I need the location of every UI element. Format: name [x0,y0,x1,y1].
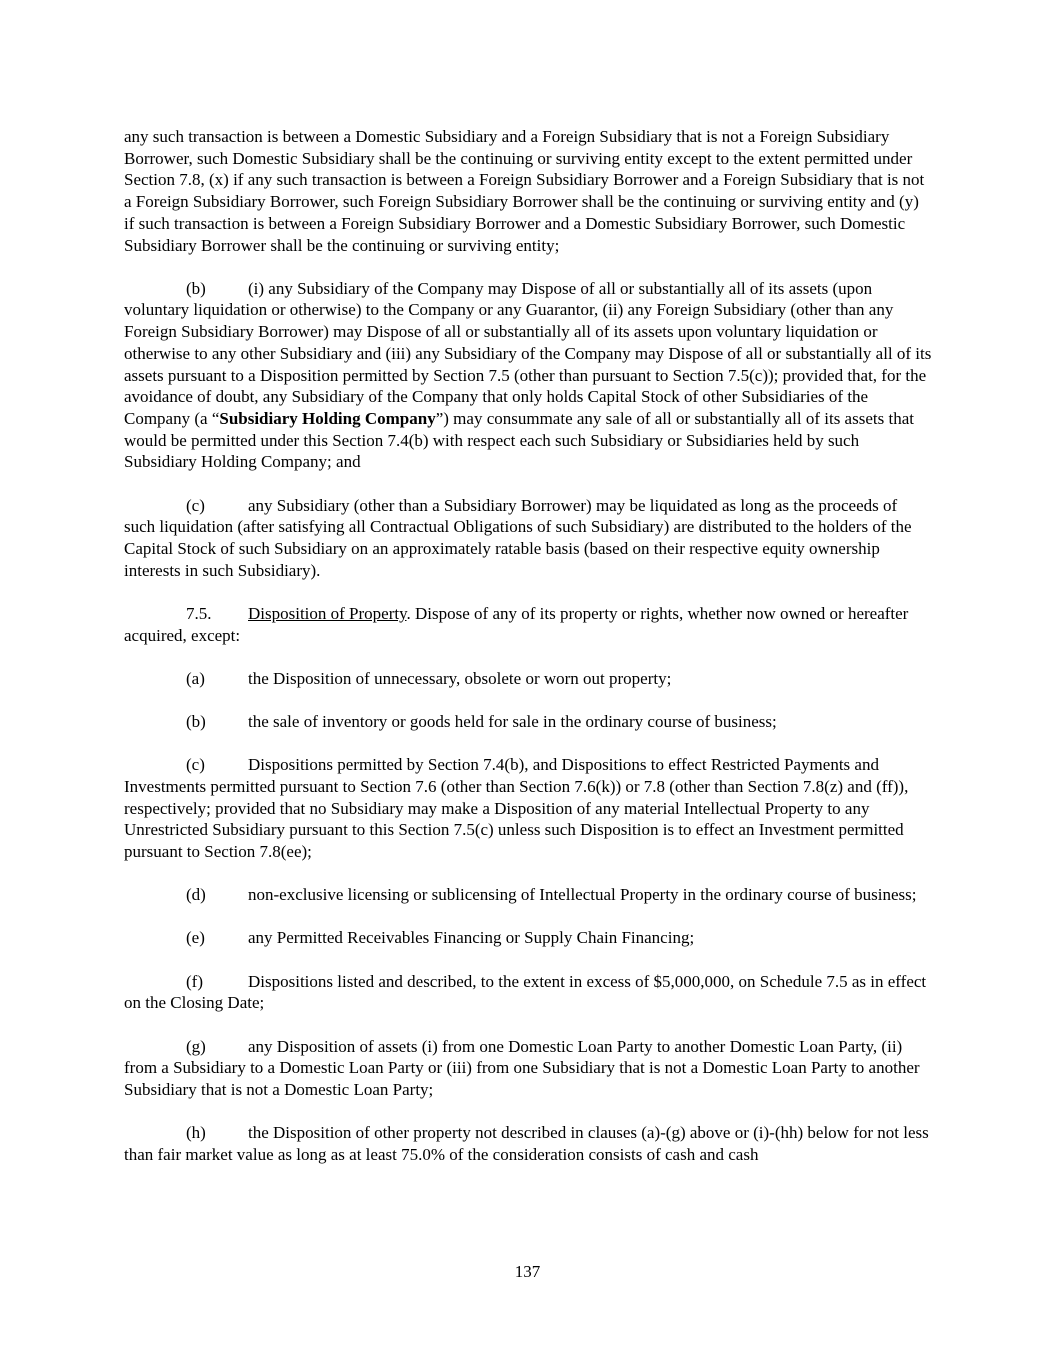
paragraph-7-4-a-continued: any such transaction is between a Domestic Subsidiary and a Foreign Subsidiary that is not a Foreign Subsidiary Borrower, such Domestic Subsidiary shall be the continuing or surviving entity except to the extent permitted under Section 7.8, (x) if any such transaction is between a Foreign Subsidiary Borrower and a Foreign Subsidiary that is not a Foreign Subsidiary Borrower, such Foreign Subsidiary Borrower shall be the continuing or surviving entity and (y) if such transaction is between a Foreign Subsidiary Borrower and a Domestic Subsidiary Borrower, such Domestic Subsidiary Borrower shall be the continuing or surviving entity; [124,127,925,255]
document-page [124,126,932,1187]
clause-text: any Subsidiary (other than a Subsidiary Borrower) may be liquidated as long as the proceeds of such liquidation (after satisfying all Contractual Obligations of such Subsidiary) are distributed to the holders of the Capital Stock of such Subsidiary on an approximately ratable basis (based on their respective equity ownership interests in such Subsidiary). [124,495,912,580]
paragraph-7-4-b [124,278,932,473]
clause-label: (h) [186,1123,206,1143]
clause-label: (d) [186,885,206,905]
clause-label: (b) [186,278,206,298]
paragraph-7-5-a [124,668,932,690]
clause-label: (f) [186,971,203,991]
clause-text: non-exclusive licensing or sublicensing of Intellectual Property in the ordinary course of business; [248,885,917,905]
paragraph-7-5-f [124,971,932,1014]
section-text: . Dispose of any of its property or rights, whether now owned or hereafter acquired, except: [124,603,909,645]
clause-text: Dispositions listed and described, to the extent in excess of $5,000,000, on Schedule 7.5 as in effect on the Closing Date; [124,971,927,1013]
clause-text: Dispositions permitted by Section 7.4(b), and Dispositions to effect Restricted Payments and Investments permitted pursuant to Section 7.6 (other than Section 7.6(k)) or 7.8 (other than Section 7.8(z) and (ff)), respectively; provided that no Subsidiary may make a Disposition of any material Intellectual Property to any Unrestricted Subsidiary pursuant to this Section 7.5(c) unless such Disposition is to effect an Investment permitted pursuant to Section 7.8(ee); [124,755,909,861]
clause-label: (e) [186,928,205,948]
section-7-5 [124,603,932,646]
clause-label: (b) [186,711,206,731]
paragraph-7-5-h [124,1122,932,1165]
defined-term: Subsidiary Holding Company [219,408,436,428]
paragraph-7-4-c [124,495,932,582]
paragraph-7-5-d [124,884,932,906]
clause-label: (g) [186,1036,206,1056]
clause-text: the Disposition of unnecessary, obsolete or worn out property; [248,668,672,688]
paragraph-7-5-e [124,927,932,949]
clause-text: the Disposition of other property not described in clauses (a)-(g) above or (i)-(hh) below for not less than fair market value as long as at least 75.0% of the consideration consists of cash and cash [124,1123,929,1164]
clause-text: any Disposition of assets (i) from one Domestic Loan Party to another Domestic Loan Party, (ii) from a Subsidiary to a Domestic Loan Party or (iii) from one Subsidiary that is not a Domestic Loan Party to another Subsidiary that is not a Domestic Loan Party; [124,1036,920,1099]
paragraph-7-5-c [124,754,932,863]
clause-label: (a) [186,668,205,688]
page-number: 137 [514,1262,541,1281]
clause-label: (c) [186,755,205,775]
section-number: 7.5. [186,603,212,623]
clause-text: the sale of inventory or goods held for sale in the ordinary course of business; [248,711,777,731]
paragraph-7-5-g [124,1036,932,1101]
clause-label: (c) [186,495,205,515]
clause-text: any Permitted Receivables Financing or Supply Chain Financing; [248,928,695,948]
paragraph-7-5-b [124,711,932,733]
section-heading: Disposition of Property [248,603,407,623]
clause-text-continued: ”) may consummate any sale of all or substantially all of its assets that would be permitted under this Section 7.4(b) with respect each such Subsidiary or Subsidiaries held by such Subsidiary Holding Company; and [124,408,914,472]
clause-text: (i) any Subsidiary of the Company may Dispose of all or substantially all of its assets (upon voluntary liquidation or otherwise) to the Company or any Guarantor, (ii) any Foreign Subsidiary (other than any Foreign Subsidiary Borrower) may Dispose of all or substantially all of its assets upon voluntary liquidation or otherwise to any other Subsidiary and (iii) any Subsidiary of the Company may Dispose of all or substantially all of its assets pursuant to a Disposition permitted by Section 7.5 (other than pursuant to Section 7.5(c)); provided that, for the avoidance of doubt, any Subsidiary of the Company that only holds Capital Stock of other Subsidiaries of the Company (a “ [124,278,932,428]
